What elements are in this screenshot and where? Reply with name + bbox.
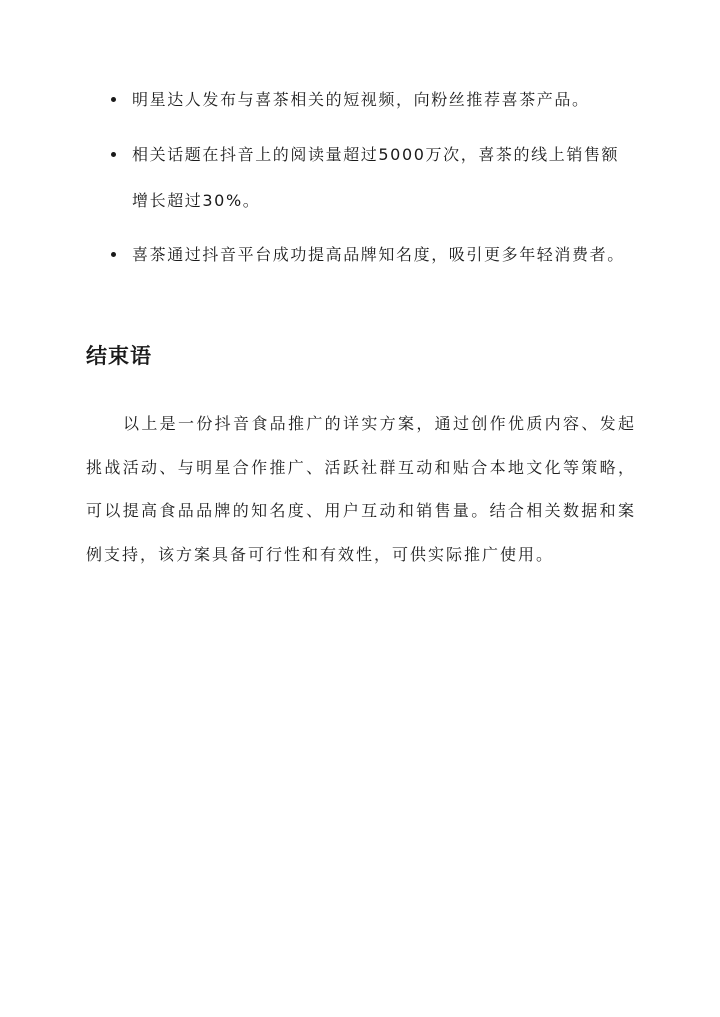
bullet-dot-icon — [111, 152, 116, 157]
list-item — [0, 77, 632, 123]
conclusion-paragraph: 以上是一份抖音食品推广的详实方案，通过创作优质内容、发起挑战活动、与明星合作推广、活跃社群互动和贴合本地文化等策略，可以提高食品品牌的知名度、用户互动和销售量。结合相关数据和案例支持，该方案具备可行性和有效性，可供实际推广使用。 — [86, 414, 636, 564]
section-heading: 结束语 — [86, 344, 152, 368]
bullet-dot-icon — [111, 97, 116, 102]
bullet-dot-icon — [111, 252, 116, 257]
list-item-text: 相关话题在抖音上的阅读量超过5000万次，喜茶的线上销售额增长超过30%。 — [132, 145, 620, 210]
list-item-text: 喜茶通过抖音平台成功提高品牌知名度，吸引更多年轻消费者。 — [132, 245, 625, 264]
list-item — [0, 132, 632, 224]
list-item — [0, 232, 632, 278]
list-item-text: 明星达人发布与喜茶相关的短视频，向粉丝推荐喜茶产品。 — [132, 90, 590, 109]
